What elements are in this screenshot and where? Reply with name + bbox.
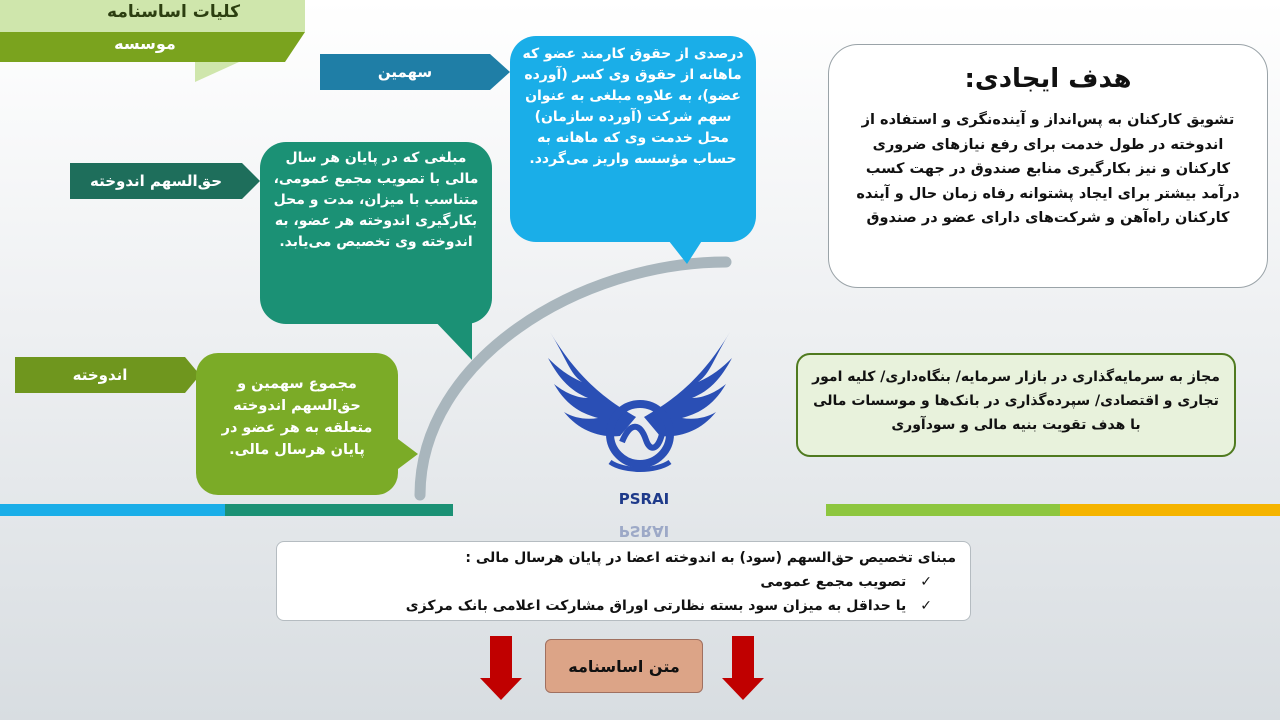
label-haq-sahm-tip	[242, 163, 260, 199]
logo-text-reflection: PSRAI	[618, 522, 670, 540]
stripe-teal	[225, 504, 453, 516]
goal-title: هدف ایجادی:	[964, 64, 1132, 94]
basis-item	[291, 570, 956, 594]
haq-sahm-bubble: مبلغی که در پایان هر سال مالی با تصویب مجمع عمومی، متناسب با میزان، مدت و محل بکارگیری اندوخته هر عضو، به اندوخته وی تخصیص می‌یابد.	[260, 142, 492, 324]
label-andukhte: اندوخته	[15, 357, 185, 393]
basis-box	[276, 541, 971, 621]
check-icon: ✓	[920, 598, 932, 614]
andukhte-bubble: مجموع سهمین و حق‌السهم اندوخته متعلقه به هر عضو در پایان هرسال مالی.	[196, 353, 398, 495]
label-sahmin-tip	[490, 54, 510, 90]
header-subtitle-tip	[285, 32, 305, 62]
stripe-green	[826, 504, 1060, 516]
logo-text: PSRAI	[618, 490, 670, 508]
wings-logo-icon	[540, 322, 740, 490]
basis-item	[291, 594, 956, 618]
label-haq-sahm: حق‌السهم اندوخته	[70, 163, 242, 199]
stripe-blue	[0, 504, 225, 516]
basis-item-text: تصویب مجمع عمومی	[760, 574, 907, 590]
down-arrow-right-icon	[722, 636, 764, 700]
statute-text-button[interactable]: متن اساسنامه	[545, 639, 703, 693]
check-icon: ✓	[920, 574, 932, 590]
label-sahmin: سهمین	[320, 54, 490, 90]
page-title: کلیات اساسنامه	[107, 2, 240, 22]
sahmin-bubble: درصدی از حقوق کارمند عضو که ماهانه از حقوق وی کسر (آورده عضو)، به علاوه مبلغی به عنوان سهم شرکت (آورده سازمان) محل خدمت وی که ماهانه به حساب مؤسسه واریز می‌گردد.	[510, 36, 756, 242]
page-subtitle: موسسه	[114, 34, 176, 53]
basis-item-text: یا حداقل به میزان سود بسته نظارتی اوراق مشارکت اعلامی بانک مرکزی	[405, 598, 907, 614]
down-arrow-left-icon	[480, 636, 522, 700]
investment-box: مجاز به سرمایه‌گذاری در بازار سرمایه/ بنگاه‌داری/ کلیه امور تجاری و اقتصادی/ سپرده‌گذاری در بانک‌ها و موسسات مالی با هدف تقویت بنیه مالی و سودآوری	[796, 353, 1236, 457]
stripe-orange	[1060, 504, 1280, 516]
basis-title: مبنای تخصیص حق‌السهم (سود) به اندوخته اعضا در پایان هرسال مالی :	[465, 550, 956, 566]
goal-text: تشویق کارکنان به پس‌انداز و آینده‌نگری و استفاده از اندوخته در طول خدمت برای رفع نیازهای ضروری کارکنان و نیز بکارگیری منابع صندوق در جهت کسب درآمد بیشتر برای ایجاد پشتوانه رفاه زمان حال و آینده کارکنان راه‌آهن و شرکت‌های دارای عضو در صندوق	[856, 112, 1240, 226]
